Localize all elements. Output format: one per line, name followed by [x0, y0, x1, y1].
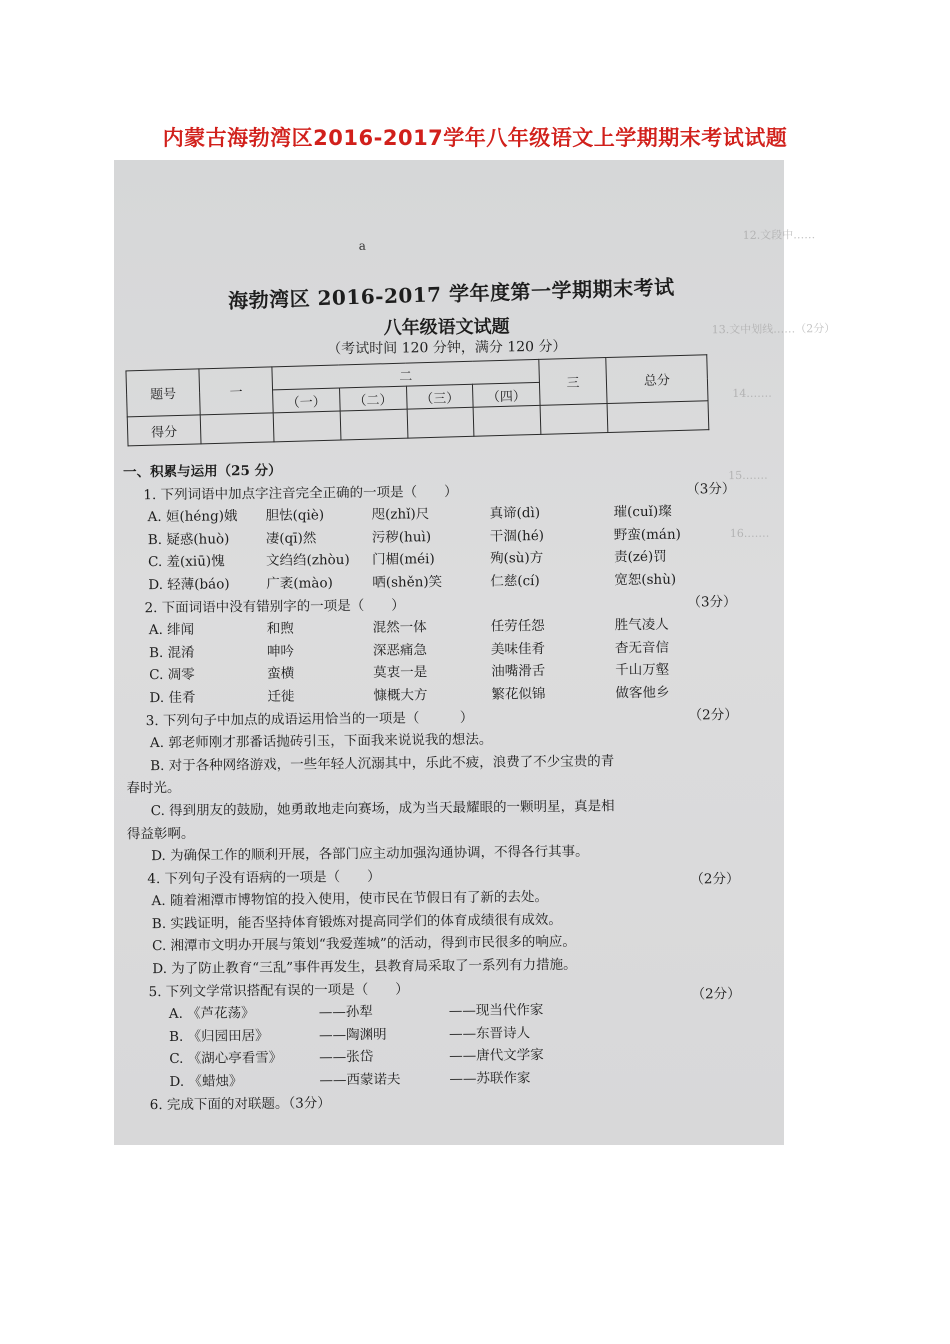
option-row: B. 混淆 呻吟 深恶痛急 美味佳肴 杳无音信 [148, 639, 670, 661]
bleed-through-text: 16.…… [729, 526, 770, 541]
question-stem: 2. 下面词语中没有错别字的一项是（ ） [144, 597, 405, 616]
score-header: 一 [199, 367, 273, 415]
question-points: （3分） [687, 593, 737, 611]
option-line: C. 湘潭市文明办开展与策划“我爱莲城”的活动，得到市民很多的响应。 [152, 934, 576, 955]
option-row: A. 绯闻 和煦 混然一体 任劳任怨 胜气凌人 [148, 616, 669, 639]
exam-photo [114, 160, 836, 1145]
option-row: D. 轻薄(báo) 广袤(mào) 哂(shěn)笑 仁慈(cí) 宽恕(shù) [148, 571, 677, 594]
option-line: 春时光。 [126, 780, 181, 797]
exam-content [123, 455, 780, 1117]
exam-paper [110, 157, 836, 1149]
bleed-through-text: 14.…… [732, 386, 772, 401]
option-row: C. 羞(xiū)愧 文绉绉(zhòu) 门楣(méi) 殉(sù)方 责(zé)罚 [147, 549, 667, 571]
question-stem: 4. 下列句子没有语病的一项是（ ） [147, 868, 381, 887]
question-stem: 3. 下列句子中加点的成语运用恰当的一项是（ ） [145, 709, 474, 729]
bleed-through-text: 15.…… [728, 468, 768, 483]
question-stem: 6. 完成下面的对联题。（3分） [149, 1094, 331, 1113]
score-header: 三 [539, 358, 607, 406]
score-subheader: （二） [339, 386, 406, 411]
score-row-label: 得分 [127, 415, 201, 446]
score-cell [340, 409, 408, 440]
score-header: 题号 [126, 369, 200, 417]
option-row: C. 《湖心亭看雪》 ——张岱 ——唐代文学家 [169, 1047, 544, 1068]
question-points: （2分） [690, 870, 740, 888]
question-points: （2分） [691, 985, 741, 1003]
option-line: 得益彰啊。 [126, 825, 195, 842]
option-row: A. 姮(héng)娥 胆怯(qiè) 咫(zhǐ)尺 真谛(dì) 璀(cuǐ)璨 [147, 503, 672, 526]
option-line: B. 实践证明，能否坚持体育锻炼对提高同学们的体育成绩很有成效。 [151, 911, 562, 933]
option-row: A. 《芦花荡》 ——孙犁 ——现当代作家 [168, 1002, 544, 1023]
page-mark: a [358, 238, 366, 253]
question-points: （3分） [686, 480, 736, 498]
bleed-through-text: 13.文中划线……（2分） [711, 321, 836, 337]
question-stem: 5. 下列文学常识搭配有误的一项是（ ） [148, 981, 409, 1000]
bleed-through-text: 12.文段中…… [742, 228, 816, 242]
option-line: D. 为了防止教育“三乱”事件再发生，县教育局采取了一系列有力措施。 [152, 956, 577, 978]
score-cell [473, 405, 541, 436]
score-table [125, 354, 709, 446]
score-cell [407, 407, 475, 438]
score-subheader: （一） [273, 388, 340, 413]
exam-title: 海勃湾区 2016-2017 学年度第一学期期末考试 [227, 274, 675, 313]
score-subheader: （三） [406, 384, 473, 409]
section-heading: 一、积累与运用（25 分） [123, 462, 282, 481]
option-line: D. 为确保工作的顺利开展，各部门应主动加强沟通协调，不得各行其事。 [151, 843, 589, 865]
exam-subject: 八年级语文试题 [383, 316, 510, 339]
option-row: C. 凋零 蛮横 莫衷一是 油嘴滑舌 千山万壑 [149, 662, 670, 684]
question-points: （2分） [688, 706, 738, 724]
score-header: 二 [272, 359, 540, 389]
option-row: B. 《归园田居》 ——陶渊明 ——东晋诗人 [168, 1025, 531, 1045]
option-line: A. 随着湘潭市博物馆的投入使用，使市民在节假日有了新的去处。 [151, 889, 549, 910]
option-row: B. 疑惑(huò) 凄(qī)然 污秽(huì) 干涸(hé) 野蛮(mán) [147, 526, 681, 548]
question-stem: 1. 下列词语中加点字注音完全正确的一项是（ ） [143, 483, 458, 503]
score-cell [607, 401, 709, 433]
exam-time-note: （考试时间 120 分钟，满分 120 分） [327, 338, 567, 358]
score-cell [200, 413, 274, 444]
option-line: B. 对于各种网络游戏，一些年轻人沉溺其中，乐此不疲，浪费了不少宝贵的青 [150, 753, 615, 774]
option-row: D. 佳肴 迁徙 慷概大方 繁花似锦 做客他乡 [149, 684, 670, 707]
score-subheader: （四） [473, 382, 540, 407]
score-header: 总分 [606, 355, 708, 404]
score-cell [540, 404, 608, 435]
score-cell [273, 411, 341, 442]
option-line: A. 郭老师刚才那番话抛砖引玉，下面我来说说我的想法。 [149, 731, 493, 752]
option-line: C. 得到朋友的鼓励，她勇敢地走向赛场，成为当天最耀眼的一颗明星，真是相 [150, 798, 615, 820]
option-row: D. 《蜡烛》 ——西蒙诺夫 ——苏联作家 [169, 1070, 531, 1090]
page-title: 内蒙古海勃湾区2016-2017学年八年级语文上学期期末考试试题 [162, 126, 788, 150]
